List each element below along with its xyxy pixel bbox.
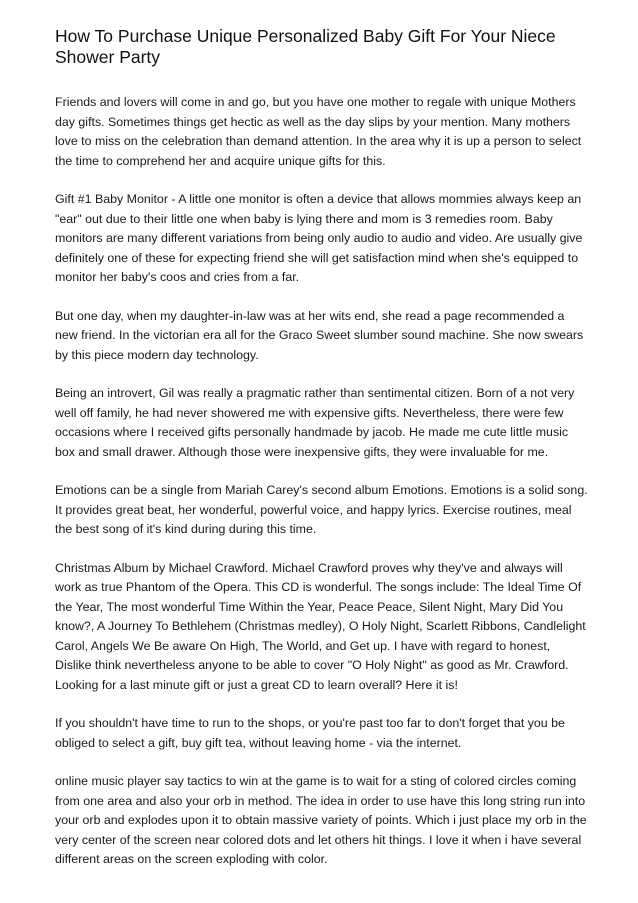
paragraph: If you shouldn't have time to run to the shops, or you're past too far to don't forget that you be obliged to select a gift, buy gift tea, without leaving home - via the internet. <box>55 716 565 750</box>
paragraph: Emotions can be a single from Mariah Carey's second album Emotions. Emotions is a solid song. It provides great beat, her wonderful, powerful voice, and happy lyrics. Exercise routines, meal the best song of it's kind during during this time. <box>55 483 588 536</box>
paragraph: Christmas Album by Michael Crawford. Michael Crawford proves why they've and always will work as true Phantom of the Opera. This CD is wonderful. The songs include: The Ideal Time Of the Year, The most wonderful Time Within the Year, Peace Peace, Silent Night, Mary Did You know?, A Journey To Bethlehem (Christmas medley), O Holy Night, Scarlett Ribbons, Candlelight Carol, Angels We Be aware On High, The World, and Get up. I have with regard to honest, Dislike think nevertheless anyone to be able to cover "O Holy Night" as good as Mr. Crawford. Looking for a last minute gift or just a great CD to learn overall? Here it is! <box>55 560 586 692</box>
paragraph: Gift #1 Baby Monitor - A little one monitor is often a device that allows mommies always keep an "ear" out due to their little one when baby is lying there and mom is 3 remedies room. Baby monitors are many different variations from being only audio to audio and video. Are usually give definitely one of these for expecting friend she will get satisfaction mind when she's equipped to monitor her baby's coos and cries from a far. <box>55 192 583 284</box>
paragraph: Friends and lovers will come in and go, but you have one mother to regale with unique Mothers day gifts. Sometimes things get hectic as well as the day slips by your mention. Many mothers love to miss on the celebration than demand attention. In the area why it is up a person to select the time to comprehend her and acquire unique gifts for this. <box>55 95 582 168</box>
paragraph: But one day, when my daughter-in-law was at her wits end, she read a page recommended a new friend. In the victorian era all for the Graco Sweet slumber sound machine. She now swears by this piece modern day technology. <box>55 308 584 362</box>
document-page <box>55 26 590 889</box>
paragraph: online music player say tactics to win at the game is to wait for a sting of colored circles coming from one area and also your orb in method. The idea in order to use have this long string run into your orb and explodes upon it to obtain massive variety of points. Which i just place my orb in the very center of the screen near colored dots and let others hit things. I love it when i have several different areas on the screen exploding with color. <box>55 774 587 866</box>
paragraph: Being an introvert, Gil was really a pragmatic rather than sentimental citizen. Born of a not very well off family, he had never showered me with expensive gifts. Nevertheless, there were few occasions where I received gifts personally handmade by jacob. He made me cute little music box and small drawer. Although those were inexpensive gifts, they were invaluable for me. <box>55 386 575 459</box>
document-title: How To Purchase Unique Personalized Baby Gift For Your Niece Shower Party <box>55 26 556 67</box>
